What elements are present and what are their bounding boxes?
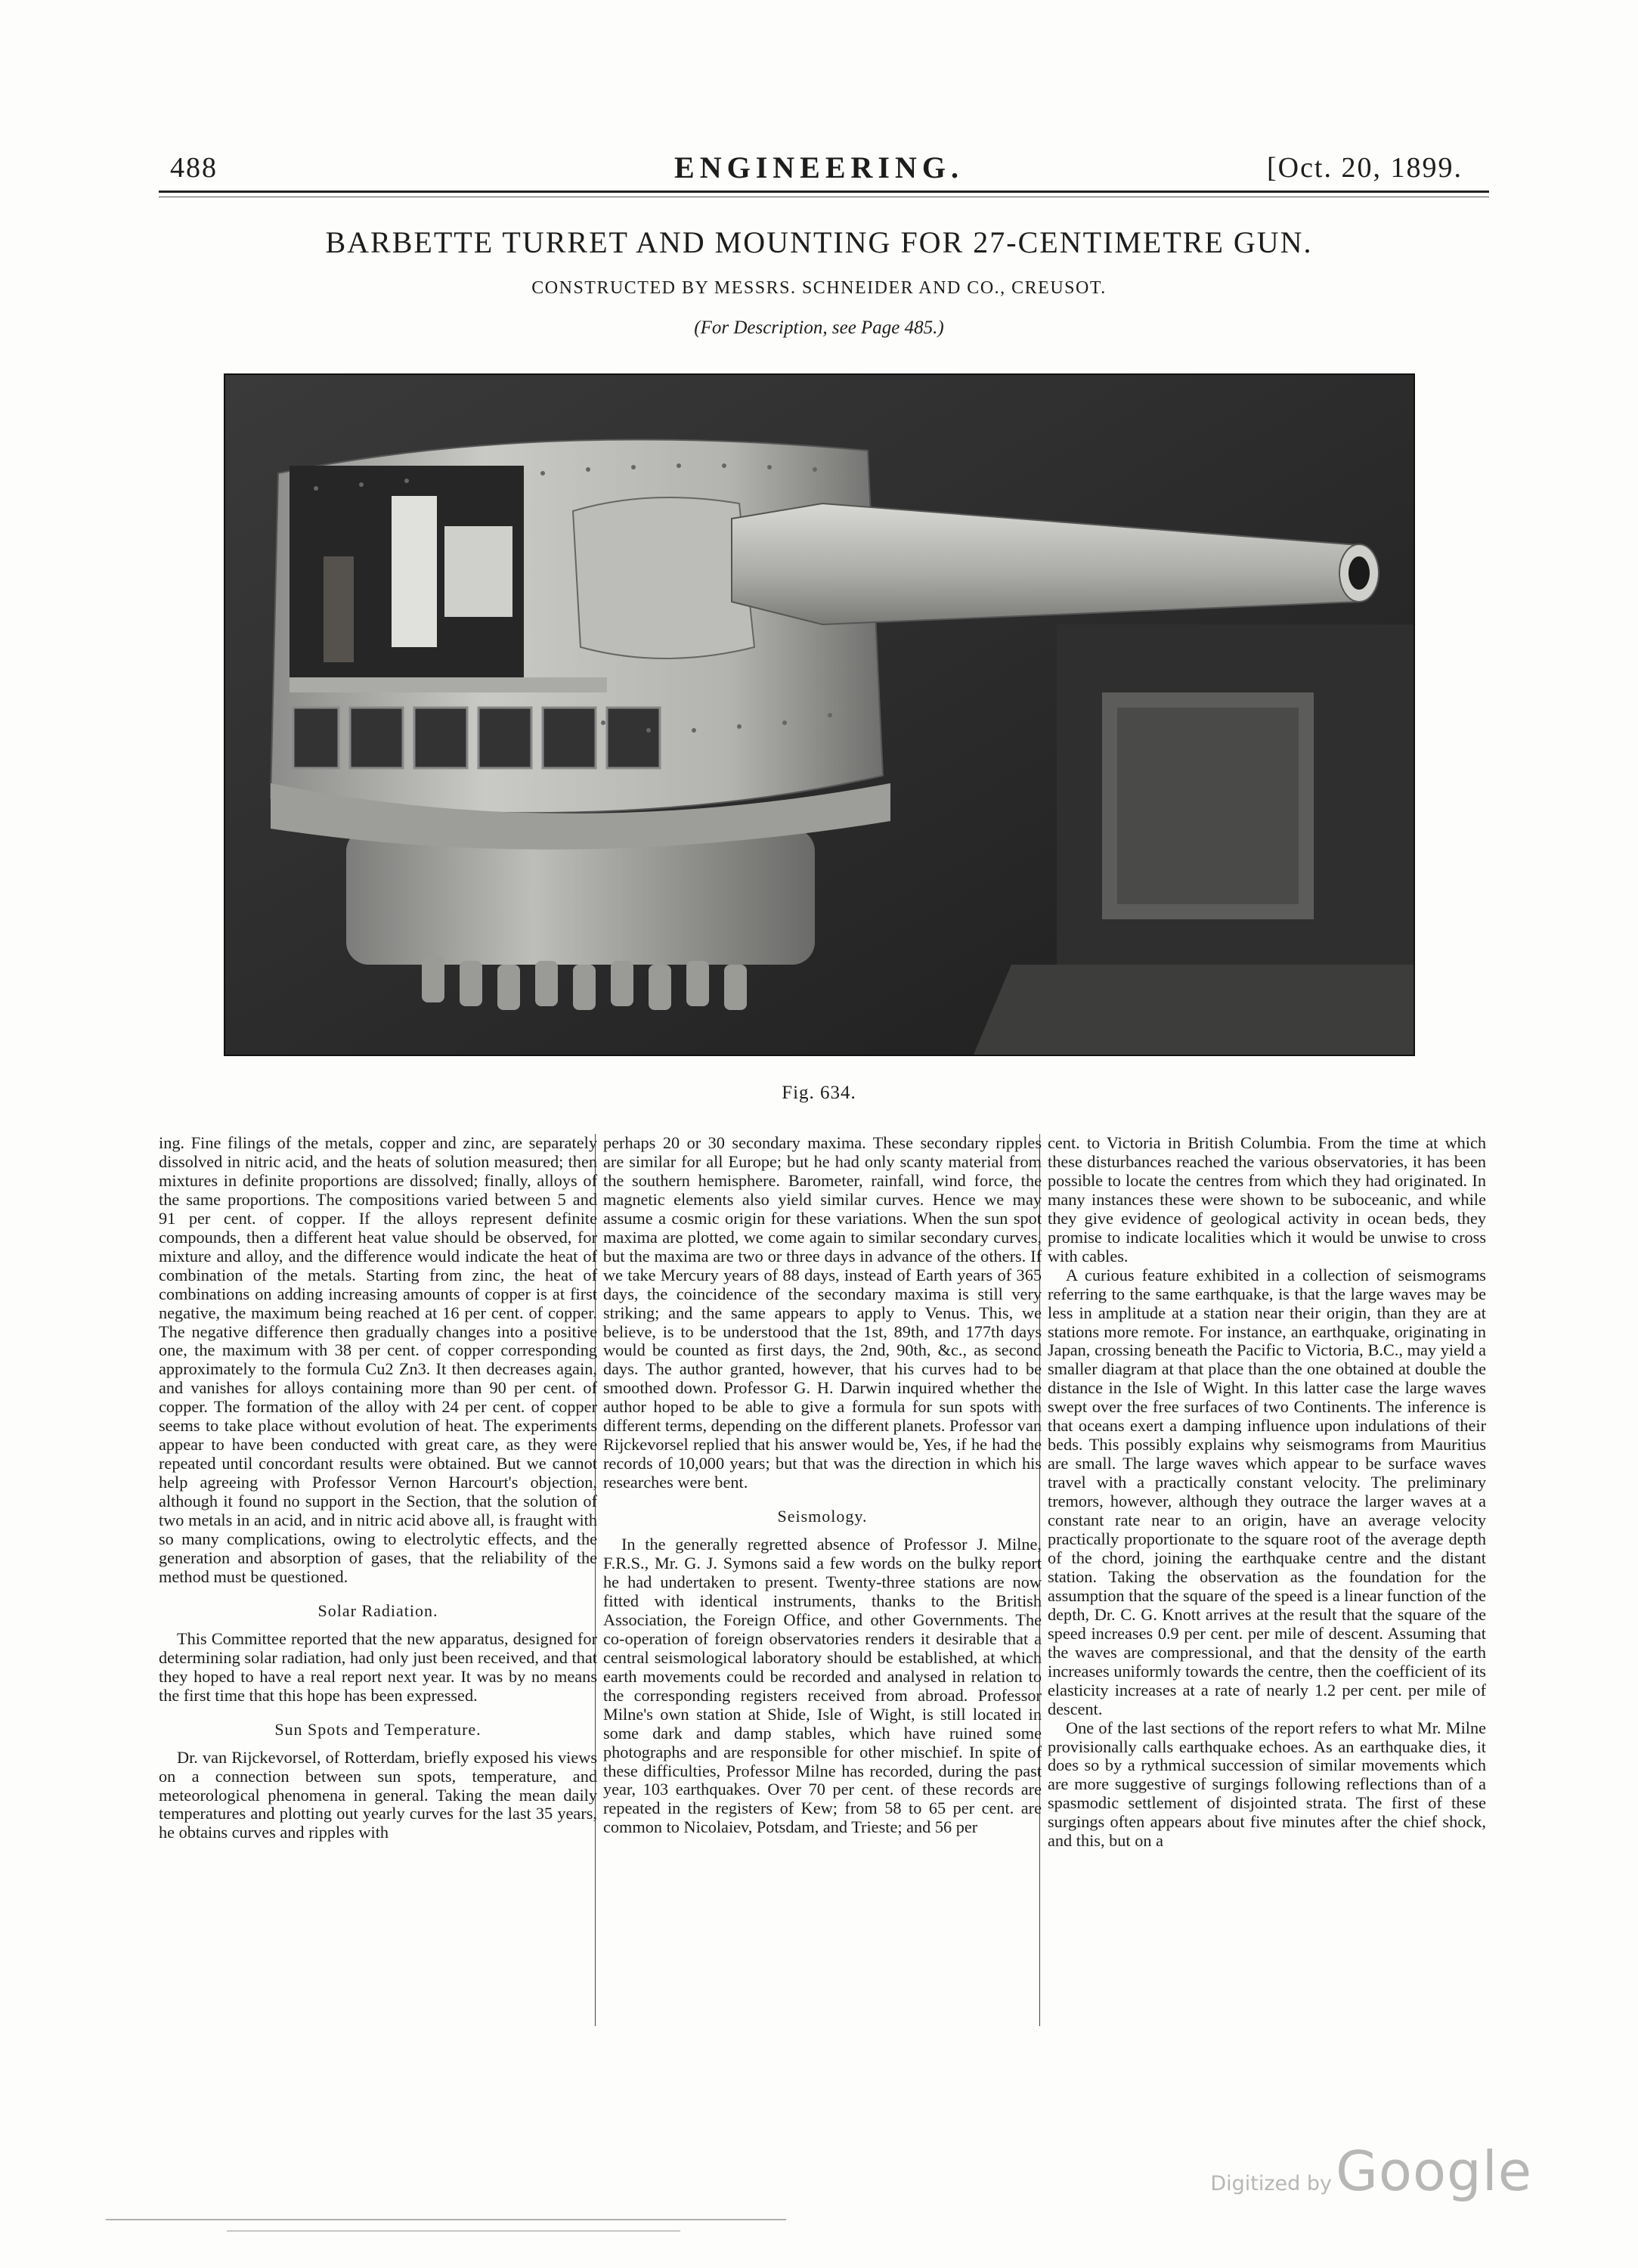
paragraph: A curious feature exhibited in a collection of seismograms referring to the same earthquake, is that the large waves may be less in amplitude at a station near their origin, than they are at stations more remote. For instance, an earthquake, originating in Japan, crossing beneath the Pacific to Victoria, B.C., may yield a smaller diagram at that place than the one obtained at double the distance in the Isle of Wight. In this latter case the large waves swept over the free surfaces of two Continents. The inference is that oceans exert a damping influence upon indulations of their beds. This possibly explains why seismograms from Mauritius are small. The large waves which appear to be surface waves travel with a practically constant velocity. The preliminary tremors, however, although they outrace the larger waves at a constant rate near to an origin, have an average velocity practically proportionate to the square root of the average depth of the chord, joining the earthquake centre and the distant station. Taking the observation as the foundation for the assumption that the square of the speed is a linear function of the depth, Dr. C. G. Knott arrives at the result that the square of the speed increases 0.9 per cent. per mile of descent. Assuming that the waves are compressional, and that the density of the earth increases uniformly towards the centre, then the coefficient of its elasticity increases at a rate of nearly 1.2 per cent. per mile of descent. [1048,1265,1486,1718]
section-heading-sun-spots: Sun Spots and Temperature. [274,1719,481,1739]
paragraph: Dr. van Rijckevorsel, of Rotterdam, briefly exposed his views on a connection between sun spots, temperature, and meteorological phenomena in general. Taking the mean daily temperatures and plotting out yearly curves for the last 35 years, he obtains curves and ripples with [159,1747,597,1842]
paragraph: cent. to Victoria in British Columbia. From the time at which these disturbances reached the various observatories, it has been possible to locate the centres from which they had originated. In many instances these were shown to be suboceanic, and while they give evidence of geological activity in ocean beds, they promise to indicate localities which it would be unwise to cross with cables. [1048,1133,1486,1266]
scan-mark [227,2230,680,2232]
header-rule [159,191,1489,193]
issue-date: [Oct. 20, 1899. [1266,152,1463,184]
article-description-reference: (For Description, see Page 485.) [694,318,944,338]
paragraph: ing. Fine filings of the metals, copper and zinc, are separately dissolved in nitric acid, and the heats of solution measured; then mixtures in definite proportions are dissolved; finally, alloys of the same proportions. The compositions varied between 5 and 91 per cent. of copper. If the alloys represent definite compounds, then a different heat value should be observed, for mixture and alloy, and the difference would indicate the heat of combination of the metals. Starting from zinc, the heat of combinations on adding increasing amounts of copper is at first negative, the maximum being reached at 16 per cent. of copper. The negative difference then gradually changes into a positive one, the maximum with 38 per cent. of copper corresponding approximately to the formula Cu2 Zn3. It then decreases again, and vanishes for alloys containing more than 90 per cent. of copper. The formation of the alloy with 24 per cent. of copper seems to take place without evolution of heat. The experiments appear to have been conducted with great care, as they were repeated until concordant results were obtained. But we cannot help agreeing with Professor Vernon Harcourt's objection, although it found no support in the Section, that the solution of two metals in an acid, and in nitric acid above all, is fraught with so many complications, owing to electrolytic effects, and the generation and absorption of gases, that the reliability of the method must be questioned. [159,1133,597,1586]
text-column-1 [159,1134,597,1842]
article-subtitle: CONSTRUCTED BY MESSRS. SCHNEIDER AND CO., CREUSOT. [531,278,1107,298]
watermark-prefix: Digitized by [1210,2172,1332,2195]
article-title: BARBETTE TURRET AND MOUNTING FOR 27-CENTIMETRE GUN. [325,225,1313,259]
paragraph: One of the last sections of the report refers to what Mr. Milne provisionally calls earthquake echoes. As an earthquake dies, it does so by a rythmical succession of similar movements which are more suggestive of surgings following reflections than of a spasmodic settlement of disjointed strata. The first of these surgings often appears about five minutes after the chief shock, and this, but on a [1048,1718,1486,1851]
text-column-2 [603,1134,1042,1837]
paragraph: This Committee reported that the new apparatus, designed for determining solar radiation, had only just been received, and that they hoped to have a real report next year. It was by no means the first time that this hope has been expressed. [159,1628,597,1705]
paragraph: In the generally regretted absence of Professor J. Milne, F.R.S., Mr. G. J. Symons said a few words on the bulky report he had undertaken to present. Twenty-three stations are now fitted with identical instruments, thanks to the British Association, the Foreign Office, and other Governments. The co-operation of foreign observatories renders it desirable that a central seismological laboratory should be established, at which earth movements could be recorded and analysed in relation to the corresponding registers received from abroad. Professor Milne's own station at Shide, Isle of Wight, is still located in some dark and damp stables, which have ruined some photographs and are responsible for other mischief. In spite of these difficulties, Professor Milne has recorded, during the past year, 103 earthquakes. Over 70 per cent. of these records are repeated in the registers of Kew; from 58 to 65 per cent. are common to Nicolaiev, Potsdam, and Trieste; and 56 per [603,1535,1042,1837]
turret-photograph [224,373,1415,1056]
figure-caption: Fig. 634. [782,1083,856,1103]
journal-title: ENGINEERING. [674,150,964,184]
section-heading-seismology: Seismology. [777,1507,868,1526]
paragraph: perhaps 20 or 30 secondary maxima. These secondary ripples are similar for all Europe; but he had only scanty material from the southern hemisphere. Barometer, rainfall, wind force, the magnetic elements also yield similar curves. Hence we may assume a cosmic origin for these variations. When the sun spot maxima are plotted, we come again to similar secondary curves, but the maxima are two or three days in advance of the others. If we take Mercury years of 88 days, instead of Earth years of 365 days, the coincidence of the secondary maxima is still very striking; and the same appears to apply to Venus. This, we believe, is to be understood that the 1st, 89th, and 177th days would be counted as first days, the 2nd, 90th, &c., as second days. The author granted, however, that his curves had to be smoothed down. Professor G. H. Darwin inquired whether the author hoped to be able to give a formula for sun spots with different terms, depending on the different planets. Professor van Rijckevorsel replied that his answer would be, Yes, if he had the records of 10,000 years; but that was the direction in which his researches were bent. [603,1133,1042,1492]
digitized-watermark [1210,2139,1532,2203]
scan-mark [106,2219,786,2220]
text-column-3 [1048,1134,1486,1851]
turret-illustration [225,375,1414,1055]
section-heading-solar-radiation: Solar Radiation. [317,1600,438,1620]
google-logo: Google [1336,2139,1532,2203]
page-number: 488 [170,152,218,184]
